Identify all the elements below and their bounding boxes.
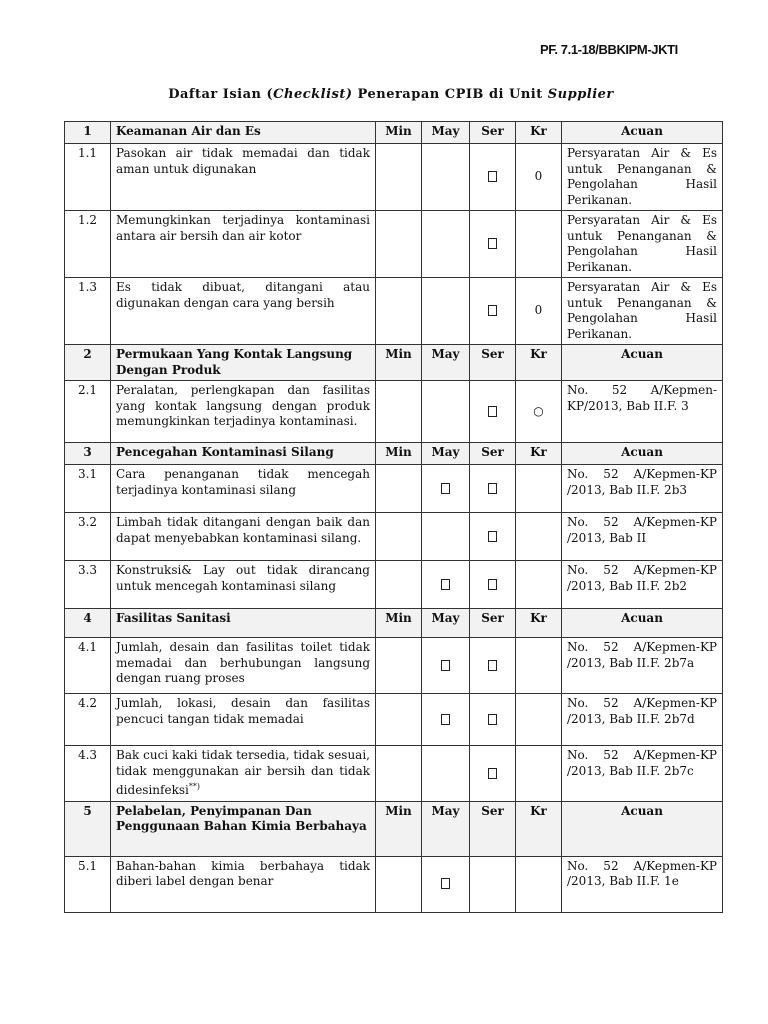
header-ser: Ser [470,801,516,856]
item-number: 1.3 [65,278,111,345]
item-number: 4.3 [65,746,111,802]
kr-cell [516,381,562,443]
checkbox-icon [488,171,497,182]
header-ser: Ser [470,443,516,465]
item-description: Jumlah, desain dan fasilitas toilet tidak memadai dan berhubungan langsung dengan ruang proses [111,638,376,694]
header-kr: Kr [516,609,562,638]
checklist-item-row [65,381,723,443]
checklist-item-row [65,513,723,561]
min-cell [376,856,422,912]
header-min: Min [376,801,422,856]
item-description: Limbah tidak ditangani dengan baik dan dapat menyebabkan kontaminasi silang. [111,513,376,561]
item-number: 1.1 [65,144,111,211]
ser-cell [470,381,516,443]
ser-cell [470,278,516,345]
min-cell [376,465,422,513]
header-ser: Ser [470,122,516,144]
checkbox-icon [441,878,450,889]
item-description: Peralatan, perlengkapan dan fasilitas yang kontak langsung dengan produk memungkinkan terjadinya kontaminasi. [111,381,376,443]
may-cell [422,694,470,746]
checklist-item-row [65,211,723,278]
checklist-item-row [65,746,723,802]
ser-cell [470,638,516,694]
section-title: Permukaan Yang Kontak Langsung Dengan Produk [111,345,376,381]
may-cell [422,746,470,802]
item-number: 2.1 [65,381,111,443]
header-may: May [422,345,470,381]
checkbox-icon [441,714,450,725]
may-cell [422,278,470,345]
checkbox-icon [441,483,450,494]
checkbox-icon [488,531,497,542]
item-footnote-mark: **) [188,782,200,791]
section-header-row [65,345,723,381]
checklist-item-row [65,694,723,746]
item-description: Bahan-bahan kimia berbahaya tidak diberi label dengan benar [111,856,376,912]
checklist-item-row [65,278,723,345]
header-kr: Kr [516,801,562,856]
ser-cell [470,211,516,278]
min-cell [376,746,422,802]
ser-cell [470,694,516,746]
header-may: May [422,609,470,638]
acuan-reference: No. 52 A/Kepmen-KP /2013, Bab II.F. 2b7a [562,638,723,694]
acuan-reference: No. 52 A/Kepmen-KP/2013, Bab II.F. 3 [562,381,723,443]
header-kr: Kr [516,345,562,381]
min-cell [376,638,422,694]
header-may: May [422,443,470,465]
checkbox-icon [488,406,497,417]
header-acuan: Acuan [562,122,723,144]
item-description: Pasokan air tidak memadai dan tidak aman untuk digunakan [111,144,376,211]
section-number: 3 [65,443,111,465]
may-cell [422,144,470,211]
item-description: Es tidak dibuat, ditangani atau digunakan dengan cara yang bersih [111,278,376,345]
circle-mark: ○ [533,403,544,418]
item-description: Memungkinkan terjadinya kontaminasi antara air bersih dan air kotor [111,211,376,278]
header-acuan: Acuan [562,443,723,465]
acuan-reference: No. 52 A/Kepmen-KP /2013, Bab II.F. 2b3 [562,465,723,513]
section-number: 5 [65,801,111,856]
checklist-item-row [65,144,723,211]
header-ser: Ser [470,345,516,381]
section-header-row [65,443,723,465]
header-min: Min [376,609,422,638]
document-code: PF. 7.1-18/BBKIPM-JKTI [540,42,678,57]
header-kr: Kr [516,122,562,144]
acuan-reference: No. 52 A/Kepmen-KP /2013, Bab II.F. 2b7d [562,694,723,746]
section-title: Fasilitas Sanitasi [111,609,376,638]
acuan-reference: No. 52 A/Kepmen-KP /2013, Bab II.F. 2b2 [562,561,723,609]
section-number: 1 [65,122,111,144]
checkbox-icon [488,660,497,671]
kr-cell [516,694,562,746]
item-number: 1.2 [65,211,111,278]
kr-cell [516,144,562,211]
min-cell [376,278,422,345]
ser-cell [470,746,516,802]
section-header-row [65,122,723,144]
checklist-item-row [65,561,723,609]
header-min: Min [376,345,422,381]
acuan-reference: Persyaratan Air & Es untuk Penanganan & Pengolahan Hasil Perikanan. [562,211,723,278]
item-number: 4.1 [65,638,111,694]
kr-cell [516,561,562,609]
may-cell [422,513,470,561]
item-number: 3.1 [65,465,111,513]
header-acuan: Acuan [562,801,723,856]
header-kr: Kr [516,443,562,465]
min-cell [376,144,422,211]
checkbox-icon [488,768,497,779]
item-number: 3.3 [65,561,111,609]
may-cell [422,856,470,912]
header-min: Min [376,122,422,144]
min-cell [376,381,422,443]
section-title: Pelabelan, Penyimpanan Dan Penggunaan Bahan Kimia Berbahaya [111,801,376,856]
section-title: Pencegahan Kontaminasi Silang [111,443,376,465]
kr-cell [516,746,562,802]
ser-cell [470,144,516,211]
item-description: Bak cuci kaki tidak tersedia, tidak sesuai, tidak menggunakan air bersih dan tidak didesinfeksi**) [111,746,376,802]
kr-cell [516,465,562,513]
kr-cell [516,513,562,561]
ser-cell [470,856,516,912]
checkbox-icon [441,579,450,590]
checklist-table [64,121,723,913]
may-cell [422,465,470,513]
may-cell [422,638,470,694]
item-description: Cara penanganan tidak mencegah terjadinya kontaminasi silang [111,465,376,513]
kr-cell [516,278,562,345]
checkbox-icon [488,483,497,494]
checklist-item-row [65,856,723,912]
min-cell [376,211,422,278]
section-header-row [65,609,723,638]
header-ser: Ser [470,609,516,638]
header-min: Min [376,443,422,465]
header-acuan: Acuan [562,345,723,381]
item-description: Konstruksi& Lay out tidak dirancang untuk mencegah kontaminasi silang [111,561,376,609]
circle-mark: 0 [534,303,543,318]
circle-mark: 0 [534,169,543,184]
checklist-item-row [65,465,723,513]
ser-cell [470,561,516,609]
acuan-reference: No. 52 A/Kepmen-KP /2013, Bab II [562,513,723,561]
section-number: 4 [65,609,111,638]
item-number: 3.2 [65,513,111,561]
document-title: Daftar Isian (Checklist) Penerapan CPIB di Unit Supplier [168,87,614,102]
min-cell [376,513,422,561]
checklist-item-row [65,638,723,694]
item-description: Jumlah, lokasi, desain dan fasilitas pencuci tangan tidak memadai [111,694,376,746]
acuan-reference: Persyaratan Air & Es untuk Penanganan & Pengolahan Hasil Perikanan. [562,278,723,345]
checkbox-icon [488,579,497,590]
kr-cell [516,638,562,694]
kr-cell [516,856,562,912]
section-title: Keamanan Air dan Es [111,122,376,144]
checkbox-icon [488,238,497,249]
acuan-reference: Persyaratan Air & Es untuk Penanganan & Pengolahan Hasil Perikanan. [562,144,723,211]
item-number: 5.1 [65,856,111,912]
header-may: May [422,122,470,144]
acuan-reference: No. 52 A/Kepmen-KP /2013, Bab II.F. 2b7c [562,746,723,802]
checkbox-icon [488,714,497,725]
section-number: 2 [65,345,111,381]
may-cell [422,561,470,609]
may-cell [422,381,470,443]
may-cell [422,211,470,278]
kr-cell [516,211,562,278]
ser-cell [470,513,516,561]
item-number: 4.2 [65,694,111,746]
min-cell [376,561,422,609]
acuan-reference: No. 52 A/Kepmen-KP /2013, Bab II.F. 1e [562,856,723,912]
checkbox-icon [488,305,497,316]
min-cell [376,694,422,746]
header-acuan: Acuan [562,609,723,638]
header-may: May [422,801,470,856]
checkbox-icon [441,660,450,671]
ser-cell [470,465,516,513]
section-header-row [65,801,723,856]
